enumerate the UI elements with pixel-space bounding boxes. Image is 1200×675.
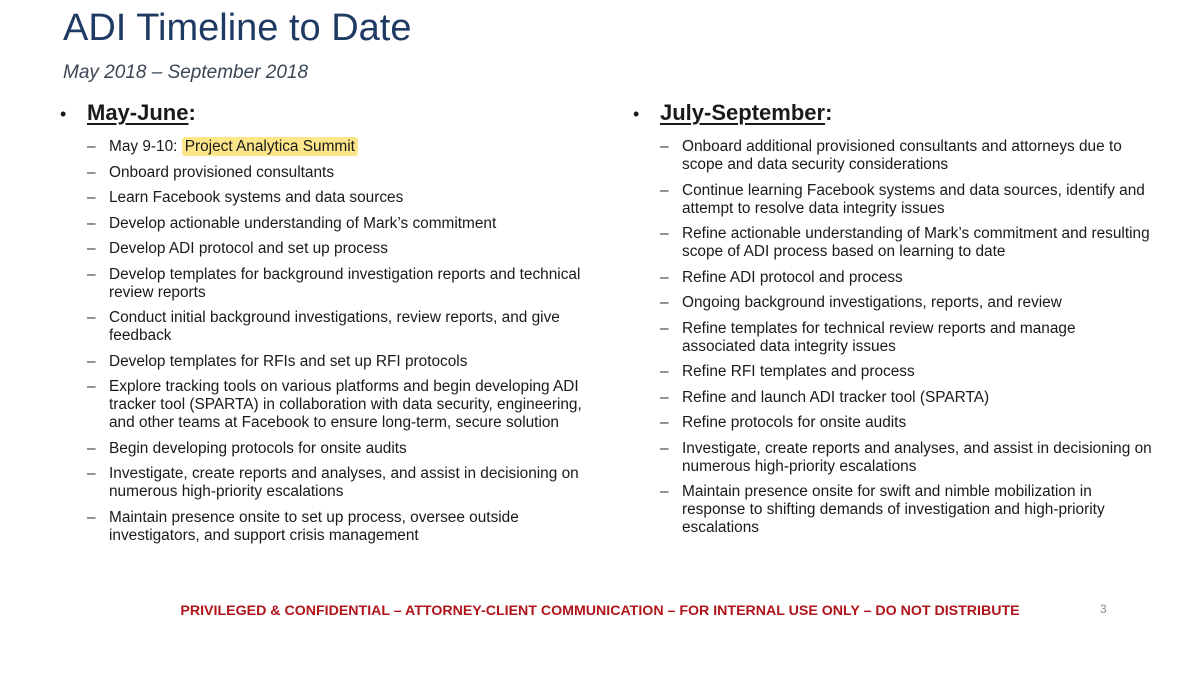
list-item [60, 378, 600, 432]
list-item-text: Continue learning Facebook systems and data sources, identify and attempt to resolve data integrity issues [682, 181, 1145, 217]
may-june-heading-label: May-June [87, 100, 189, 125]
dash-marker: – [87, 163, 96, 181]
project-analytica-highlight: Project Analytica Summit [182, 137, 358, 156]
list-item-text: Onboard provisioned consultants [109, 163, 335, 181]
dash-marker: – [660, 414, 669, 431]
list-item-text: Investigate, create reports and analyses, and assist in decisioning on numerous high-priority escalations [109, 465, 579, 500]
first-item-prefix: May 9-10: [109, 138, 182, 155]
list-item [60, 509, 600, 545]
dash-marker: – [87, 138, 96, 155]
dash-marker: – [660, 483, 669, 500]
list-item [633, 138, 1153, 174]
dash-marker: – [660, 181, 669, 199]
dash-marker: – [660, 319, 669, 337]
dash-marker: – [660, 294, 669, 311]
dash-marker: – [87, 189, 96, 206]
list-item-text: Refine RFI templates and process [682, 363, 915, 380]
dash-marker: – [87, 378, 96, 395]
dash-marker: – [87, 214, 96, 232]
dash-marker: – [87, 265, 96, 283]
list-item-text: Develop templates for RFIs and set up RFI protocols [109, 352, 468, 370]
list-item [633, 483, 1153, 537]
list-item-text: Investigate, create reports and analyses, and assist in decisioning on numerous high-priority escalations [682, 439, 1152, 475]
may-june-heading [60, 99, 600, 128]
slide-subtitle: May 2018 – September 2018 [63, 62, 309, 83]
list-item [633, 363, 1153, 381]
heading-colon: : [188, 100, 196, 125]
list-item-text: Learn Facebook systems and data sources [109, 189, 404, 206]
confidentiality-footer: PRIVILEGED & CONFIDENTIAL – ATTORNEY-CLIENT COMMUNICATION – FOR INTERNAL USE ONLY – DO NOT DISTRIBUTE [180, 603, 1020, 619]
list-item [60, 240, 600, 258]
list-item-text: Conduct initial background investigations, review reports, and give feedback [109, 309, 560, 344]
list-item [633, 414, 1153, 432]
dash-marker: – [87, 465, 96, 482]
bullet-dot: • [60, 104, 67, 124]
list-item [633, 294, 1153, 312]
july-september-heading-label: July-September [660, 100, 826, 125]
bullet-dot: • [633, 104, 640, 124]
dash-marker: – [660, 439, 669, 457]
list-item [60, 353, 600, 371]
list-item [60, 309, 600, 345]
list-item-text: Maintain presence onsite to set up process, oversee outside investigators, and support crisis management [109, 508, 519, 544]
list-item-text: Refine templates for technical review reports and manage associated data integrity issues [682, 319, 1076, 355]
list-item [633, 182, 1153, 218]
list-item [60, 266, 600, 302]
dash-marker: – [87, 352, 96, 370]
list-item [60, 138, 600, 156]
list-item [60, 164, 600, 182]
list-item [60, 465, 600, 501]
list-item-text: Develop ADI protocol and set up process [109, 240, 388, 257]
list-item-text: Refine protocols for onsite audits [682, 414, 907, 431]
list-item-text: Onboard additional provisioned consultants and attorneys due to scope and data security considerations [682, 138, 1122, 173]
list-item-text: Refine actionable understanding of Mark’s commitment and resulting scope of ADI process based on learning to date [682, 225, 1150, 260]
list-item [60, 189, 600, 207]
list-item [633, 440, 1153, 476]
heading-colon: : [825, 100, 833, 125]
dash-marker: – [660, 225, 669, 242]
list-item-text: Maintain presence onsite for swift and nimble mobilization in response to shifting demands of investigation and high-priority escalations [682, 483, 1105, 536]
list-item [633, 320, 1153, 356]
list-item-text: Begin developing protocols for onsite audits [109, 439, 407, 457]
dash-marker: – [87, 240, 96, 257]
list-item-text: Refine ADI protocol and process [682, 268, 903, 286]
page-number: 3 [1100, 602, 1107, 616]
july-september-heading [633, 99, 1153, 128]
list-item-text: Refine and launch ADI tracker tool (SPARTA) [682, 388, 990, 406]
july-september-list [633, 138, 1153, 537]
list-item-text: Ongoing background investigations, reports, and review [682, 294, 1062, 311]
dash-marker: – [660, 268, 669, 286]
dash-marker: – [87, 508, 96, 526]
dash-marker: – [660, 363, 669, 380]
dash-marker: – [660, 388, 669, 406]
july-september-column [633, 99, 1153, 545]
may-june-list [60, 138, 600, 545]
dash-marker: – [87, 439, 96, 457]
list-item [633, 225, 1153, 261]
may-june-column [60, 99, 600, 552]
list-item [60, 215, 600, 233]
list-item [60, 440, 600, 458]
list-item-text [109, 138, 600, 156]
list-item [633, 389, 1153, 407]
list-item [633, 269, 1153, 287]
list-item-text: Develop templates for background investigation reports and technical review reports [109, 265, 581, 301]
slide-title: ADI Timeline to Date [63, 7, 412, 49]
list-item-text: Explore tracking tools on various platforms and begin developing ADI tracker tool (SPARTA) in collaboration with data security, engineering, and other teams at Facebook to ensure long-term, secure solution [109, 378, 582, 431]
list-item-text: Develop actionable understanding of Mark’s commitment [109, 214, 497, 232]
dash-marker: – [87, 309, 96, 326]
dash-marker: – [660, 138, 669, 155]
